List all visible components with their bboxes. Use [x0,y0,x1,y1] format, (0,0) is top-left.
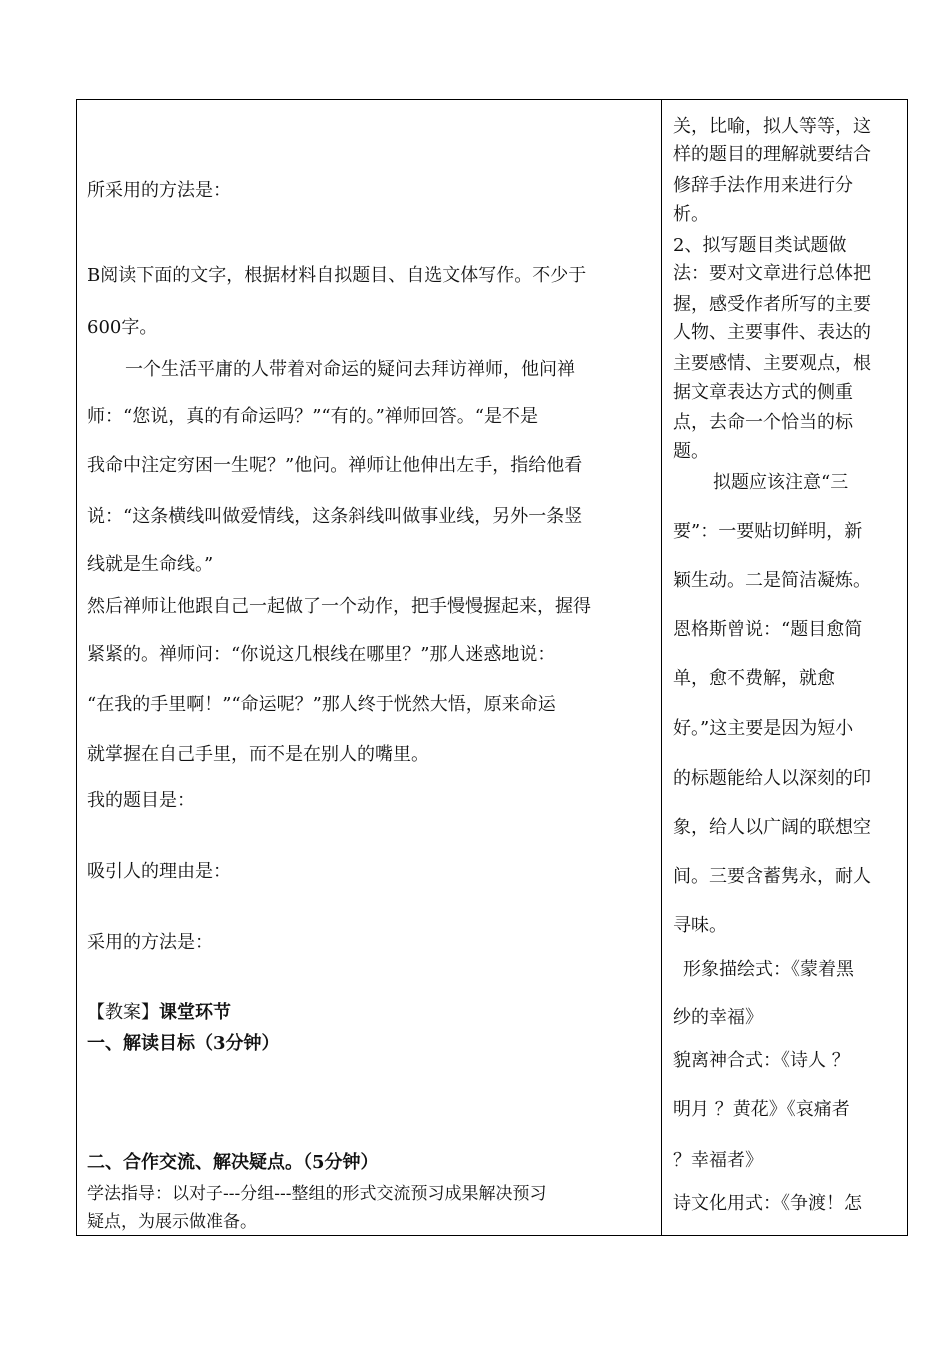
right-line: 样的题目的理解就要结合 [673,144,871,165]
right-line: 点，去命一个恰当的标 [673,412,853,433]
right-line: 关，比喻，拟人等等，这 [673,116,871,137]
story-line: 然后禅师让他跟自己一起做了一个动作，把手慢慢握起来，握得 [87,596,591,617]
task-b-prompt-cont: 600字。 [87,317,158,338]
story-line: “在我的手里啊！”“命运呢？”那人终于恍然大悟，原来命运 [87,694,556,715]
right-line: 握，感受作者所写的主要 [673,294,871,315]
right-line: 纱的幸福》 [673,1007,763,1028]
right-line: 貌离神合式：《诗人 ？ [673,1050,850,1071]
task-b-prompt: B阅读下面的文字，根据材料自拟题目、自选文体写作。不少于 [87,265,587,286]
right-line: 明月 ？黄花》《哀痛者 [673,1099,850,1120]
lesson-plan-title: 课堂环节 [159,1002,231,1023]
right-line: 形象描绘式：《蒙着黑 [683,959,854,980]
right-line: 修辞手法作用来进行分 [673,175,853,196]
story-line: 就掌握在自己手里，而不是在别人的嘴里。 [87,744,429,765]
right-line: ？幸福者》 [673,1150,763,1171]
right-line: 拟题应该注意“三 [713,472,849,493]
right-line: 人物、主要事件、表达的 [673,322,871,343]
right-line: 象，给人以广阔的联想空 [673,817,871,838]
lesson-plan-heading [87,1002,231,1024]
method-used-label: 采用的方法是： [87,932,213,953]
right-line: 析。 [673,204,709,225]
right-line: 恩格斯曾说：“题目愈简 [673,619,863,640]
story-line: 说：“这条横线叫做爱情线，这条斜线叫做事业线，另外一条竖 [87,506,583,527]
right-line: 主要感情、主要观点，根 [673,353,871,374]
methods-label: 所采用的方法是： [87,180,231,201]
my-title-label: 我的题目是： [87,790,195,811]
column-divider [661,100,662,1235]
section-2-heading: 二、合作交流、解决疑点。（5分钟） [87,1152,379,1173]
right-line: 要”：一要贴切鲜明，新 [673,521,863,542]
right-line: 据文章表达方式的侧重 [673,382,853,403]
attract-reason-label: 吸引人的理由是： [87,861,231,882]
right-line: 的标题能给人以深刻的印 [673,768,871,789]
story-line: 紧紧的。禅师问：“你说这几根线在哪里？”那人迷惑地说： [87,644,556,665]
story-line: 师：“您说，真的有命运吗？”“有的。”禅师回答。“是不是 [87,406,539,427]
guide-line: 学法指导：以对子---分组---整组的形式交流预习成果解决预习 [87,1184,547,1204]
story-line: 我命中注定穷困一生呢？”他问。禅师让他伸出左手，指给他看 [87,455,583,476]
lesson-table [76,99,908,1236]
right-line: 颖生动。二是简洁凝炼。 [673,570,871,591]
right-line: 寻味。 [673,915,727,936]
right-line: 好。”这主要是因为短小 [673,718,854,739]
right-line: 题。 [673,441,709,462]
right-line: 单，愈不费解，就愈 [673,668,835,689]
section-1-heading: 一、解读目标（3分钟） [87,1033,280,1054]
story-line: 线就是生命线。” [87,554,214,575]
right-line: 2、拟写题目类试题做 [673,235,847,256]
guide-line: 疑点，为展示做准备。 [87,1212,257,1232]
lesson-plan-bracket: 【教案】 [87,1002,159,1023]
right-line: 法：要对文章进行总体把 [673,263,871,284]
right-line: 诗文化用式：《争渡！怎 [673,1193,862,1214]
right-line: 间。三要含蓄隽永，耐人 [673,866,871,887]
story-line: 一个生活平庸的人带着对命运的疑问去拜访禅师，他问禅 [125,359,575,380]
